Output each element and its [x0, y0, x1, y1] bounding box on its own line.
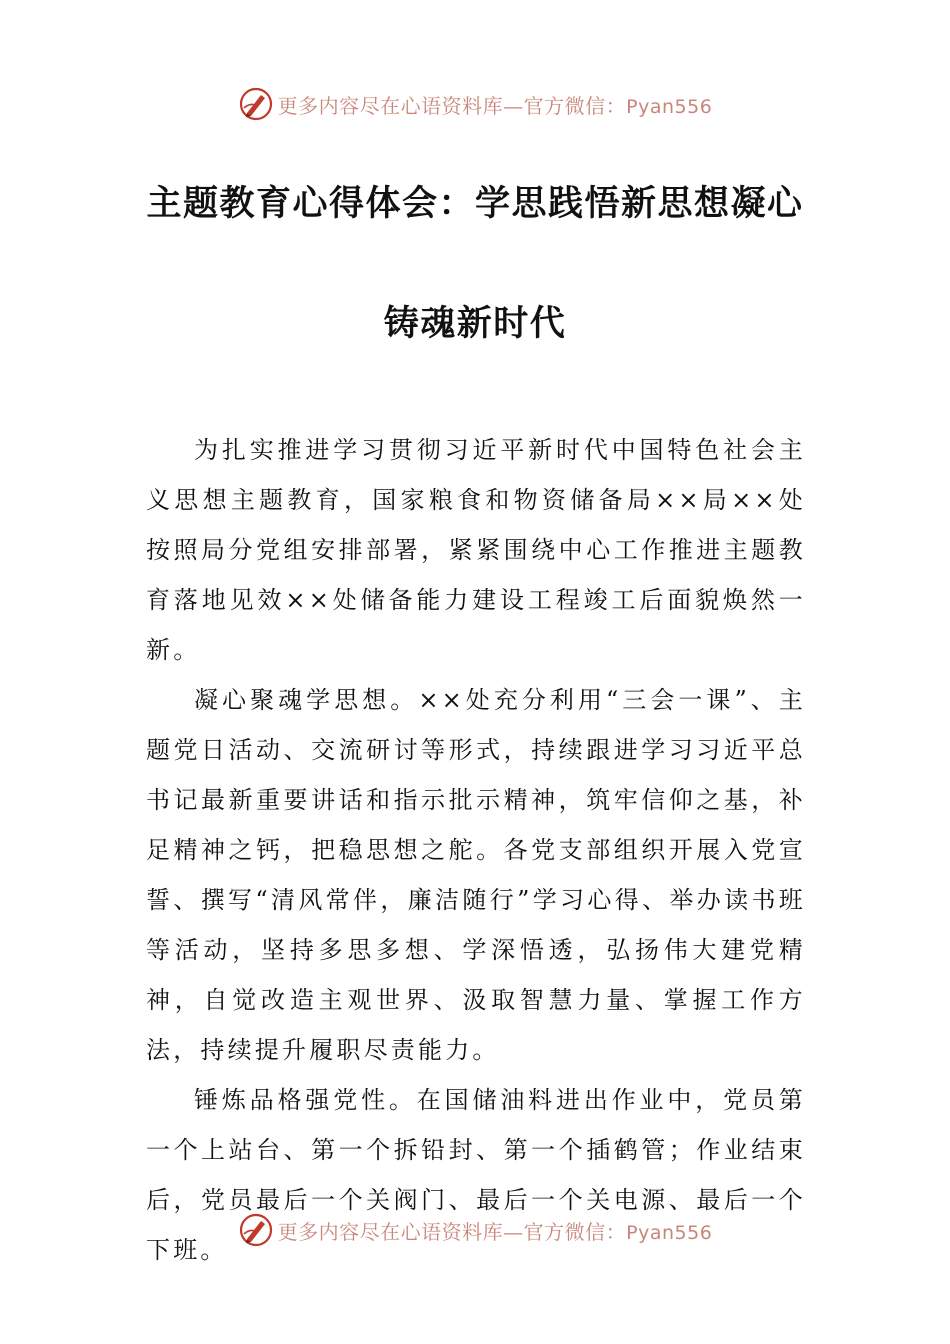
watermark-text: 更多内容尽在心语资料库—官方微信：Pyan556 [277, 1219, 713, 1244]
wechat-id: Pyan556 [626, 1221, 713, 1244]
page-title-line-1: 主题教育心得体会：学思践悟新思想凝心 [146, 184, 804, 224]
paragraph-study-thought: 凝心聚魂学思想。××处充分利用“三会一课”、主题党日活动、交流研讨等形式，持续跟进学习习近平总书记最新重要讲话和指示批示精神，筑牢信仰之基，补足精神之钙，把稳思想之舵。各党支部组织开展入党宣誓、撰写“清风常伴，廉洁随行”学习心得、举办读书班等活动，坚持多思多想、学深悟透，弘扬伟大建党精神，自觉改造主观世界、汲取智慧力量、掌握工作方法，持续提升履职尽责能力。 [146, 686, 806, 1064]
pen-logo-icon [238, 86, 274, 122]
watermark-text: 更多内容尽在心语资料库—官方微信：Pyan556 [277, 93, 713, 118]
header-watermark-banner [0, 82, 950, 126]
page-title-line-2: 铸魂新时代 [383, 304, 567, 344]
paragraph-party-spirit: 锤炼品格强党性。在国储油料进出作业中，党员第一个上站台、第一个拆铅封、第一个插鹤管；作业结束后，党员最后一个关阀门、最后一个关电源、最后一个下班。 [146, 1086, 806, 1264]
footer-watermark-banner [0, 1208, 950, 1252]
wechat-id: Pyan556 [626, 95, 713, 118]
paragraph-intro: 为扎实推进学习贯彻习近平新时代中国特色社会主义思想主题教育，国家粮食和物资储备局××局××处按照局分党组安排部署，紧紧围绕中心工作推进主题教育落地见效××处储备能力建设工程竣工后面貌焕然一新。 [146, 436, 806, 664]
pen-logo-icon [238, 1212, 274, 1248]
article-body [146, 425, 806, 1275]
